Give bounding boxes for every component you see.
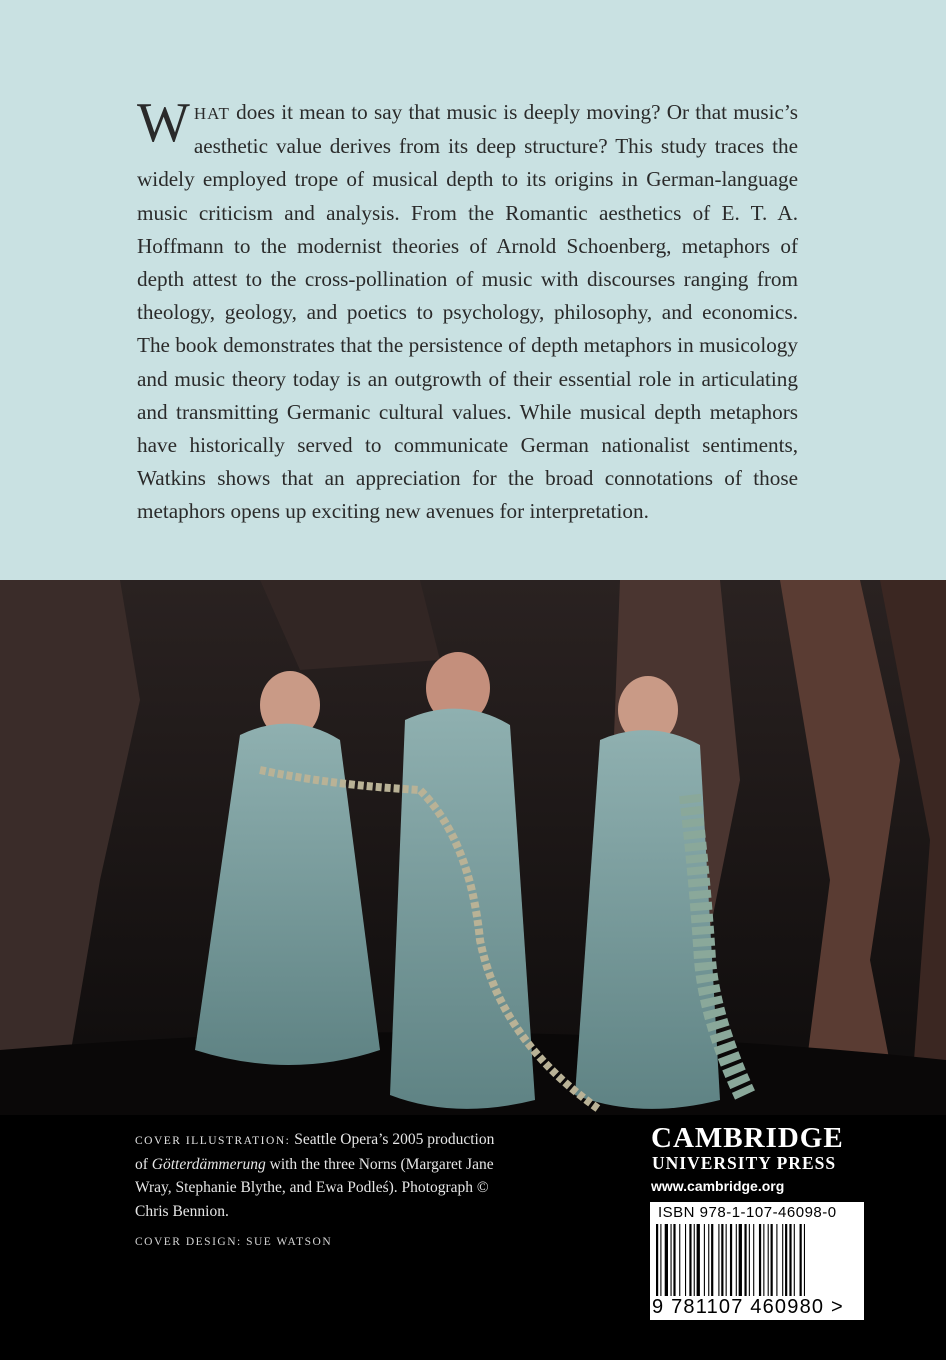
publisher-url: www.cambridge.org bbox=[651, 1178, 785, 1194]
back-cover-top-panel bbox=[0, 0, 946, 580]
credit-text-b: with the three Norns (Margaret Jane Wray, Stephanie Blythe, and Ewa Podleś). Photograph © Chris Bennion. bbox=[135, 1156, 494, 1220]
norns-photograph bbox=[0, 580, 946, 1115]
publisher-logo-subname: UNIVERSITY PRESS bbox=[652, 1153, 837, 1173]
publisher-logo-name: CAMBRIDGE bbox=[651, 1122, 844, 1154]
blurb-text bbox=[137, 92, 798, 529]
blurb-body: does it mean to say that music is deeply moving? Or that music’s aesthetic value derives from its deep structure? This study traces the widely employed trope of musical depth to its origins in German-language music criticism and analysis. From the Romantic aesthetics of E. T. A. Hoffmann to the modernist theories of Arnold Schoenberg, metaphors of depth attest to the cross-pollination of music with discourses ranging from theology, geology, and poetics to psychology, philosophy, and economics. The book demonstrates that the persistence of depth metaphors in musicology and music theory today is an outgrowth of their essential role in articulating and transmitting Germanic cultural values. While musical depth metaphors have historically served to communicate German nationalist sentiments, Watkins shows that an appreciation for the broad connotations of those metaphors opens up exciting new avenues for interpretation. bbox=[137, 100, 798, 524]
photo-illustration bbox=[0, 580, 946, 1115]
dropcap-letter: W bbox=[137, 92, 190, 154]
barcode-digits: 9 781107 460980 > bbox=[652, 1296, 844, 1318]
isbn-barcode bbox=[650, 1202, 864, 1320]
barcode-bars bbox=[656, 1224, 858, 1296]
cover-design-credit: COVER DESIGN: SUE WATSON bbox=[135, 1236, 333, 1248]
credit-label: COVER ILLUSTRATION: bbox=[135, 1135, 291, 1147]
credit-text-a: Seattle Opera’s 2005 production of bbox=[135, 1131, 495, 1174]
blurb-smallcaps: HAT bbox=[193, 104, 230, 123]
cover-illustration-credit bbox=[135, 1128, 495, 1223]
isbn-number: ISBN 978-1-107-46098-0 bbox=[658, 1204, 837, 1221]
opera-title: Götterdämmerung bbox=[151, 1156, 266, 1174]
